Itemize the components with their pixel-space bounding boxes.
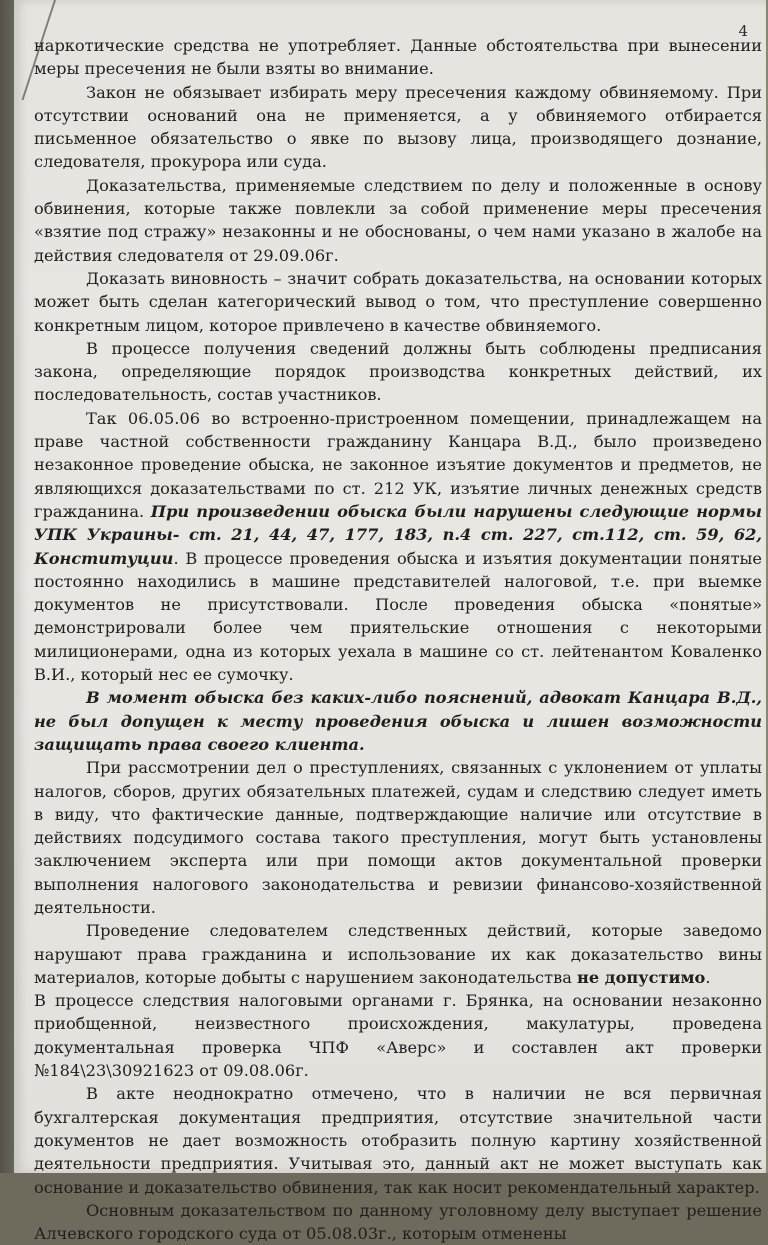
paragraph-6 xyxy=(34,407,762,687)
paragraph-12: Основным доказательством по данному уголовному делу выступает решение Алчевского городского суда от 05.08.03г., которым отменены xyxy=(34,1200,762,1244)
paragraph-3: Доказательства, применяемые следствием по делу и положенные в основу обвинения, которые также повлекли за собой применение меры пресечения «взятие под стражу» незаконны и не обоснованы, о чем нами указано в жалобе на действия следователя от 29.09.06г. xyxy=(34,175,762,265)
paragraph-9-text: Проведение следователем следственных действий, которые заведомо нарушают права гражданина и использование их как доказательство вины материалов, которые добыты с нарушением законодательства xyxy=(34,921,762,987)
paragraph-10: В процессе следствия налоговыми органами г. Брянка, на основании незаконно приобщенной, неизвестного происхождения, макулатуры, проведена документальная проверка ЧПФ «Аверс» и составлен акт проверки №184\23\30921623 от 09.08.06г. xyxy=(34,991,762,1081)
paragraph-8: При рассмотрении дел о преступлениях, связанных с уклонением от уплаты налогов, сборов, других обязательных платежей, судам и следствию следует иметь в виду, что фактические данные, подтверждающие наличие или отсутствие в действиях подсудимого состава такого преступления, могут быть установлены заключением эксперта или при помощи актов документальной проверки выполнения налогового законодательства и ревизии финансово-хозяйственной деятельности. xyxy=(34,758,762,917)
paragraph-4: Доказать виновность – значит собрать доказательства, на основании которых может быть сделан категорический вывод о том, что преступление совершенно конкретным лицом, которое привлечено в качестве обвиняемого. xyxy=(34,268,762,335)
paragraph-5: В процессе получения сведений должны быть соблюдены предписания закона, определяющие порядок производства конкретных действий, их последовательность, состав участников. xyxy=(34,338,762,405)
paragraph-6-continuation: . В процессе проведения обыска и изъятия документации понятые постоянно находились в машине представителей налоговой, т.е. при выемке документов не присутствовали. После проведения обыска «понятые» демонстрировали более чем приятельские отношения с некоторыми милиционерами, одна из которых уехала в машине со ст. лейтенантом Коваленко В.И., который нес ее сумочку. xyxy=(34,548,762,685)
paragraph-2: Закон не обязывает избирать меру пресечения каждому обвиняемому. При отсутствии оснований она не применяется, а у обвиняемого отбирается письменное обязательство о явке по вызову лица, производящего дознание, следователя, прокурора или суда. xyxy=(34,82,762,172)
paragraph-9-end: . xyxy=(705,967,711,987)
paragraph-6-text: Так 06.05.06 во встроенно-пристроенном помещении, принадлежащем на праве частной собственности гражданину Канцара В.Д., было произведено незаконное проведение обыска, не законное изъятие документов и предметов, не являющихся доказательствами по ст. 212 УК, изъятие личных денежных средств гражданина. xyxy=(34,408,762,521)
paragraph-7-emphasis: В момент обыска без каких-либо пояснений, адвокат Канцара В.Д., не был допущен к месту проведения обыска и лишен возможности защищать права своего клиента. xyxy=(34,688,762,754)
document-body xyxy=(34,34,762,1245)
paragraph-9 xyxy=(34,919,762,989)
document-page xyxy=(14,0,766,1244)
paragraph-6-emphasis: При произведении обыска были нарушены следующие нормы УПК Украины- ст. 21, 44, 47, 177, 183, п.4 ст. 227, ст.112, ст. 59, 62, Конституции xyxy=(34,501,762,568)
paragraph-11: В акте неоднократно отмечено, что в наличии не вся первичная бухгалтерская документация предприятия, отсутствие значительной части документов не дает возможность отобразить полную картину хозяйственной деятельности предприятия. Учитывая это, данный акт не может выступать как основание и доказательство обвинения, так как носит рекомендательный характер. xyxy=(34,1084,762,1197)
paragraph-1: наркотические средства не употребляет. Данные обстоятельства при вынесении меры пресечения не были взяты во внимание. xyxy=(34,36,762,79)
paragraph-9-emphasis: не допустимо xyxy=(577,967,706,987)
page-number: 4 xyxy=(738,22,748,40)
